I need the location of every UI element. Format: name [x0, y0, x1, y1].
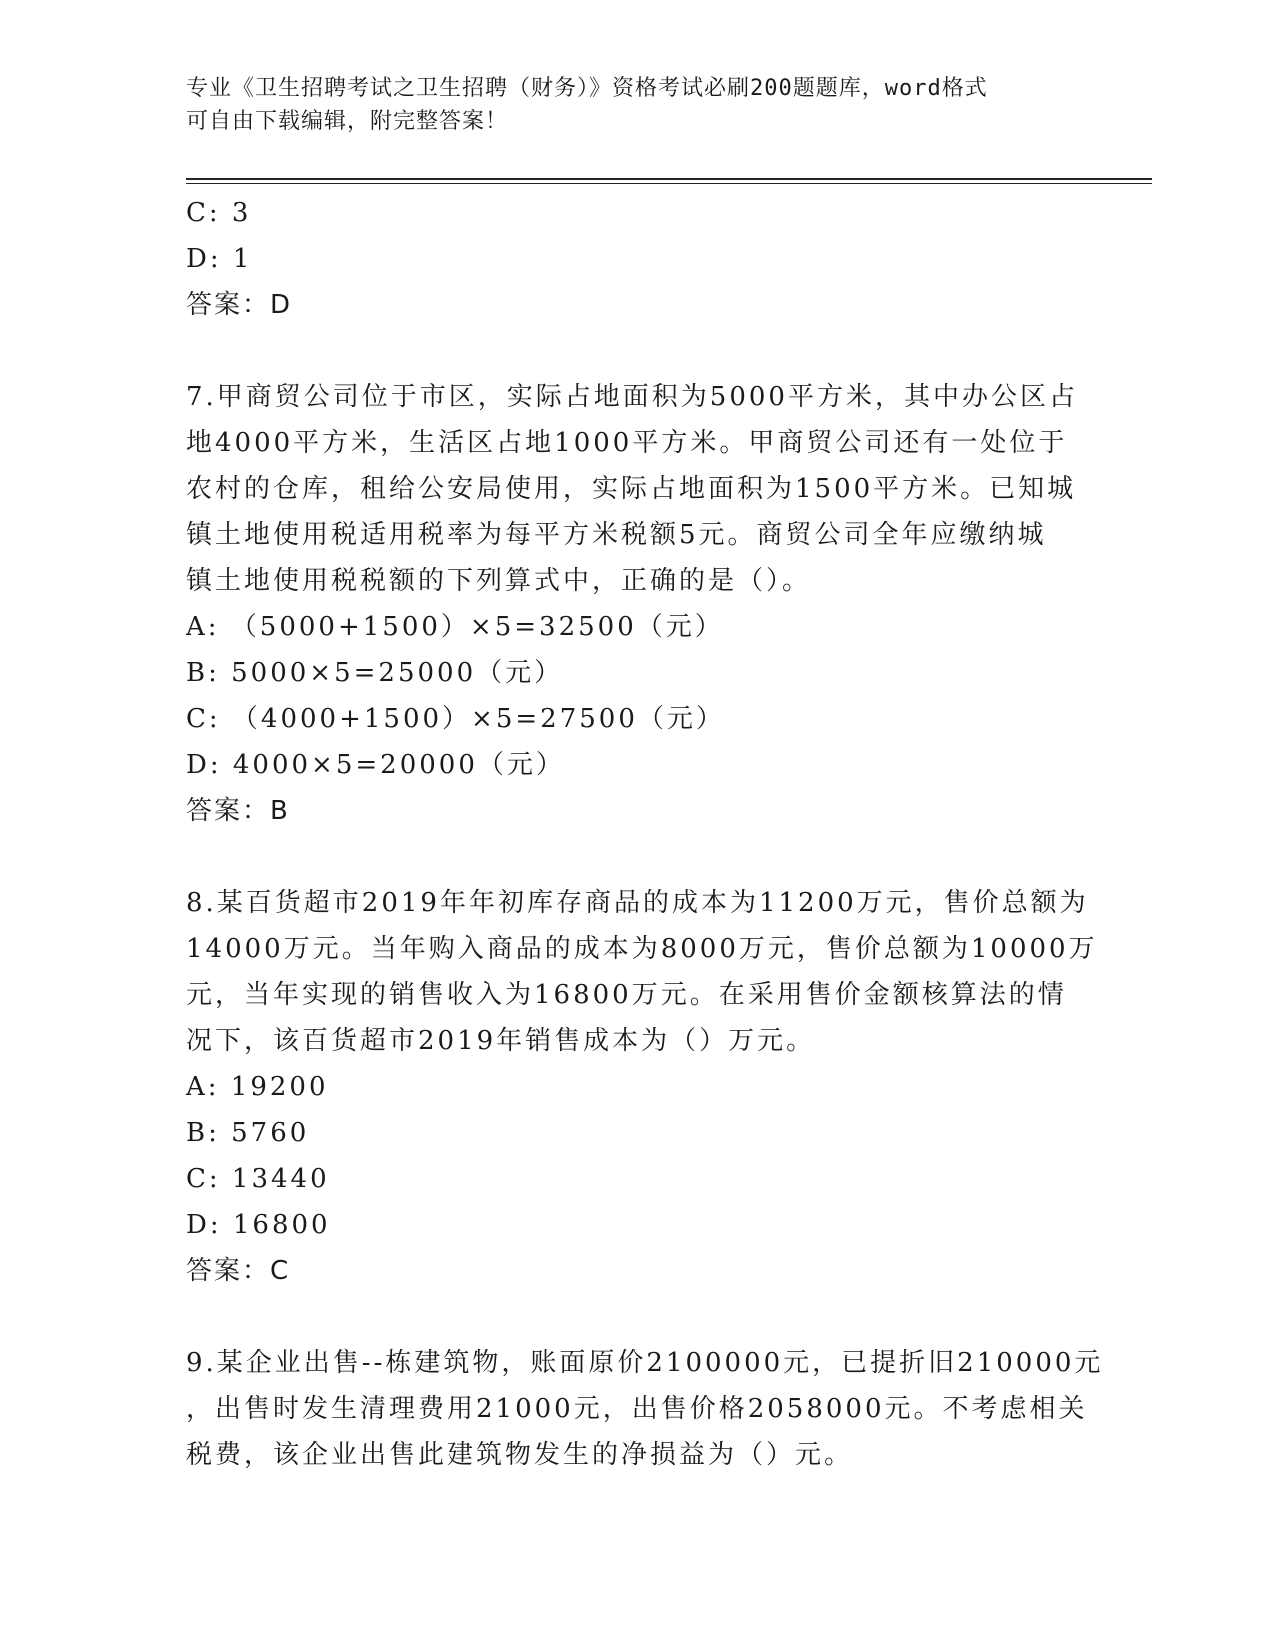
question-8-answer: 答案：C: [186, 1256, 291, 1286]
question-7-text-line-1: 7.甲商贸公司位于市区，实际占地面积为5000平方米，其中办公区占: [186, 382, 1078, 412]
spacer: [186, 328, 1086, 374]
answer-line: 答案：D: [186, 290, 293, 320]
question-8-option-c: C: 13440: [186, 1164, 330, 1194]
option-c: C: 3: [186, 198, 252, 228]
question-9: [186, 1340, 1104, 1478]
question-8: [186, 880, 1098, 1294]
question-8-text-line-3: 元，当年实现的销售收入为16800万元。在采用售价金额核算法的情: [186, 980, 1067, 1010]
header-line-2: 可自由下载编辑，附完整答案！: [186, 109, 509, 134]
question-8-text-line-1: 8.某百货超市2019年年初库存商品的成本为11200万元，售价总额为: [186, 888, 1089, 918]
previous-question: [186, 190, 1086, 328]
question-8-option-d: D: 16800: [186, 1210, 331, 1240]
header-line-1: 专业《卫生招聘考试之卫生招聘（财务）》资格考试必刷200题题库，word格式: [186, 76, 988, 101]
spacer: [186, 1294, 1086, 1340]
question-7-answer: 答案：B: [186, 796, 290, 826]
question-9-text-line-3: 税费，该企业出售此建筑物发生的净损益为（）元。: [186, 1440, 854, 1470]
question-7-option-b: B: 5000×5=25000（元）: [186, 658, 564, 688]
document-header: [186, 72, 1066, 138]
question-7: [186, 374, 1086, 834]
question-7-text-line-2: 地4000平方米，生活区占地1000平方米。甲商贸公司还有一处位于: [186, 428, 1068, 458]
question-7-option-a: A: （5000+1500）×5=32500（元）: [186, 612, 724, 642]
header-divider-thin: [186, 183, 1152, 184]
question-9-text-line-2: ，出售时发生清理费用21000元，出售价格2058000元。不考虑相关: [186, 1394, 1088, 1424]
spacer: [186, 834, 1086, 880]
option-d: D: 1: [186, 244, 253, 274]
document-body: [186, 190, 1104, 1478]
question-8-option-b: B: 5760: [186, 1118, 310, 1148]
question-8-option-a: A: 19200: [186, 1072, 329, 1102]
header-divider-thick: [186, 178, 1152, 180]
question-9-text-line-1: 9.某企业出售--栋建筑物，账面原价2100000元，已提折旧210000元: [186, 1348, 1104, 1378]
question-7-text-line-3: 农村的仓库，租给公安局使用，实际占地面积为1500平方米。已知城: [186, 474, 1077, 504]
question-8-text-line-4: 况下，该百货超市2019年销售成本为（）万元。: [186, 1026, 816, 1056]
question-7-option-c: C: （4000+1500）×5=27500（元）: [186, 704, 725, 734]
question-7-text-line-5: 镇土地使用税税额的下列算式中，正确的是（）。: [186, 566, 812, 596]
question-8-text-line-2: 14000万元。当年购入商品的成本为8000万元，售价总额为10000万: [186, 934, 1098, 964]
question-7-option-d: D: 4000×5=20000（元）: [186, 750, 565, 780]
question-7-text-line-4: 镇土地使用税适用税率为每平方米税额5元。商贸公司全年应缴纳城: [186, 520, 1047, 550]
